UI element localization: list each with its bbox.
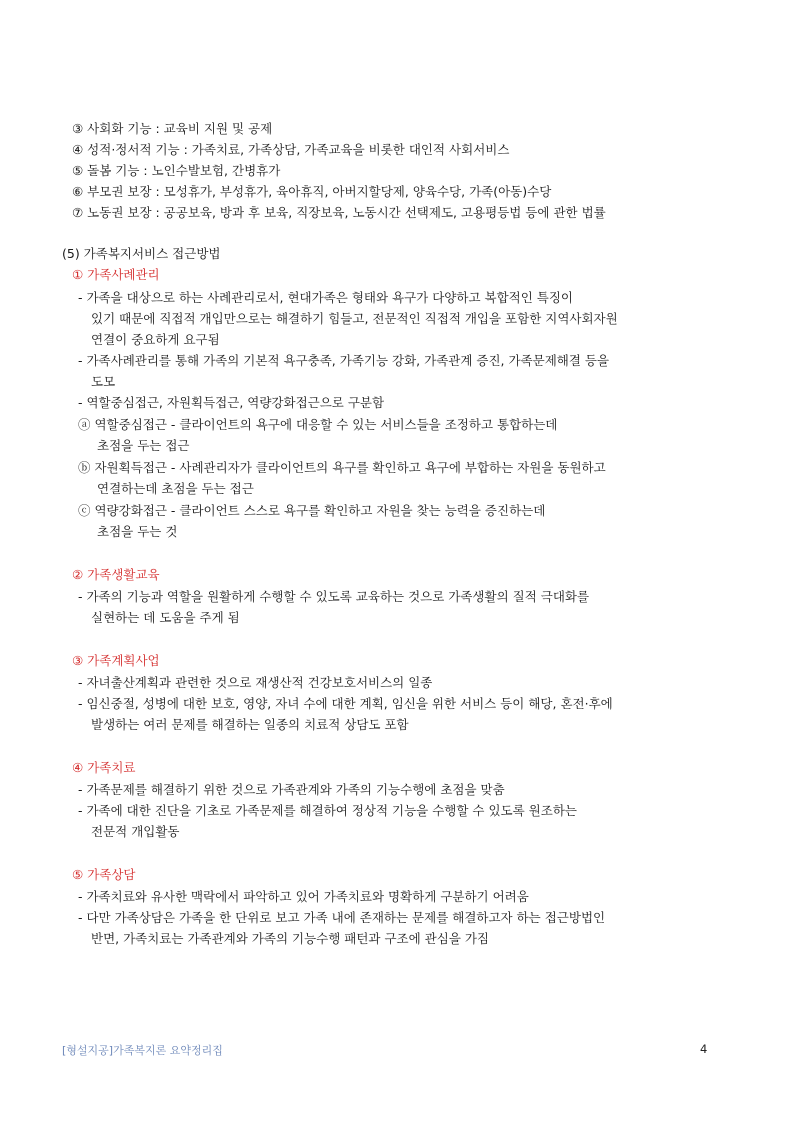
body-line: 연결하는데 초점을 두는 접근: [97, 481, 254, 496]
subsection-heading: ⑤ 가족상담: [72, 867, 136, 882]
body-line: 실현하는 데 도움을 주게 됨: [91, 610, 240, 625]
body-line: - 가족을 대상으로 하는 사례관리로서, 현대가족은 형태와 욕구가 다양하고 복합적인 특징이: [78, 290, 573, 305]
body-line: 반면, 가족치료는 가족관계와 가족의 기능수행 패턴과 구조에 관심을 가짐: [91, 931, 490, 946]
body-line: 도모: [91, 374, 116, 389]
footer-title: [형설지공]가족복지론 요약정리집: [62, 1044, 223, 1057]
body-line: - 가족의 기능과 역할을 원활하게 수행할 수 있도록 교육하는 것으로 가족생활의 질적 극대화를: [78, 589, 590, 604]
body-line: 발생하는 여러 문제를 해결하는 일종의 치료적 상담도 포함: [91, 717, 409, 732]
subsection-heading: ③ 가족계획사업: [72, 653, 160, 668]
function-item: ⑤ 돌봄 기능 : 노인수발보험, 간병휴가: [72, 163, 281, 178]
sub-item: ⓒ 역량강화접근 - 클라이언트 스스로 욕구를 확인하고 자원을 찾는 능력을 증진하는데: [78, 503, 546, 518]
function-item: ⑥ 부모권 보장 : 모성휴가, 부성휴가, 육아휴직, 아버지할당제, 양육수당, 가족(아동)수당: [72, 184, 552, 199]
subsection-heading: ② 가족생활교육: [72, 567, 160, 582]
body-line: - 가족치료와 유사한 맥락에서 파악하고 있어 가족치료와 명확하게 구분하기 어려움: [78, 889, 529, 904]
subsection-heading: ④ 가족치료: [72, 760, 136, 775]
subsection-heading: ① 가족사례관리: [72, 267, 160, 282]
section-title: (5) 가족복지서비스 접근방법: [62, 246, 221, 261]
function-item: ⑦ 노동권 보장 : 공공보육, 방과 후 보육, 직장보육, 노동시간 선택제도, 고용평등법 등에 관한 법률: [72, 205, 606, 220]
page-number: 4: [700, 1042, 708, 1056]
function-item: ④ 성적·정서적 기능 : 가족치료, 가족상담, 가족교육을 비롯한 대인적 사회서비스: [72, 142, 510, 157]
function-item: ③ 사회화 기능 : 교육비 지원 및 공제: [72, 121, 273, 136]
body-line: - 가족문제를 해결하기 위한 것으로 가족관계와 가족의 기능수행에 초점을 맞춤: [78, 782, 505, 797]
body-line: - 임신중절, 성병에 대한 보호, 영양, 자녀 수에 대한 계획, 임신을 위한 서비스 등이 해당, 혼전·후에: [78, 696, 613, 711]
body-line: 있기 때문에 직접적 개입만으로는 해결하기 힘들고, 전문적인 직접적 개입을 포함한 지역사회자원: [91, 311, 618, 326]
sub-item: ⓐ 역할중심접근 - 클라이언트의 욕구에 대응할 수 있는 서비스들을 조정하고 통합하는데: [78, 417, 558, 432]
body-line: - 역할중심접근, 자원획득접근, 역량강화접근으로 구분함: [78, 395, 385, 410]
body-line: 연결이 중요하게 요구됨: [91, 332, 220, 347]
body-line: - 가족에 대한 진단을 기초로 가족문제를 해결하여 정상적 기능을 수행할 수 있도록 원조하는: [78, 803, 577, 818]
body-line: - 다만 가족상담은 가족을 한 단위로 보고 가족 내에 존재하는 문제를 해결하고자 하는 접근방법인: [78, 910, 606, 925]
body-line: 초점을 두는 것: [97, 524, 178, 539]
body-line: - 자녀출산계획과 관련한 것으로 재생산적 건강보호서비스의 일종: [78, 675, 433, 690]
body-line: 전문적 개입활동: [91, 824, 180, 839]
sub-item: ⓑ 자원획득접근 - 사례관리자가 클라이언트의 욕구를 확인하고 욕구에 부합하는 자원을 동원하고: [78, 460, 606, 475]
body-line: - 가족사례관리를 통해 가족의 기본적 욕구충족, 가족기능 강화, 가족관계 증진, 가족문제해결 등을: [78, 353, 610, 368]
body-line: 초점을 두는 접근: [97, 438, 190, 453]
